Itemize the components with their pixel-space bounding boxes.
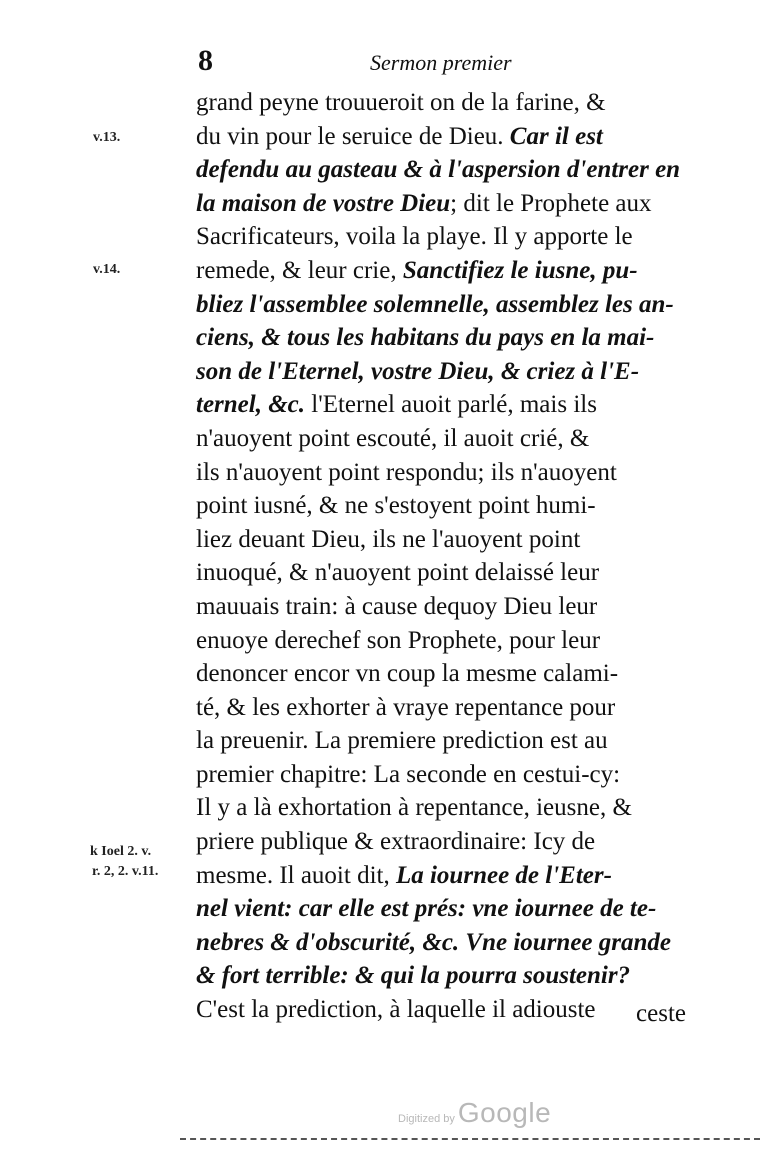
italic-text-segment: nebres & d'obscurité, &c. Vne iournee grande [196,928,672,956]
text-segment: priere publique & extraordinaire: Icy de [196,828,596,856]
text-segment: Sacrificateurs, voila la playe. Il y apporte le [196,223,633,251]
watermark-by-text: Digitized by [398,1113,455,1125]
text-line [196,590,692,624]
text-segment: point iusné, & ne s'estoyent point humi- [196,492,596,520]
text-segment: denoncer encor vn coup la mesme calami- [196,660,619,688]
text-segment: premier chapitre: La seconde en cestui-cy: [196,760,621,788]
text-segment: grand peyne trouueroit on de la farine, & [196,89,606,116]
google-logo: Google [457,1097,552,1128]
italic-text-segment: nel vient: car elle est prés: vne iournee de te- [196,895,657,923]
italic-text-segment: bliez l'assemblee solemnelle, assemblez les an- [196,290,674,318]
italic-text-segment: defendu au gasteau & à l'aspersion d'entrer en [196,156,681,184]
text-segment: ils n'auoyent point respondu; ils n'auoyent [196,458,617,486]
text-segment: enuoye derechef son Prophete, pour leur [196,626,601,654]
text-line [196,86,692,120]
text-line [196,859,692,893]
text-line [196,724,692,758]
text-segment: n'auoyent point escouté, il auoit crié, & [196,424,590,452]
running-head: Sermon premier [370,50,512,75]
text-line [196,422,692,456]
italic-text-segment: Car il est [509,122,603,150]
text-line [196,220,692,254]
text-line [196,321,692,355]
margin-note-verse-13: v.13. [93,130,121,145]
text-line [196,288,692,322]
text-line [196,624,692,658]
catchword: ceste [636,1000,686,1027]
text-segment: du vin pour le seruice de Dieu. [196,122,510,150]
text-segment: té, & les exhorter à vraye repentance pour [196,693,616,721]
margin-note-joel-ref: k Ioel 2. v. [90,844,152,859]
text-line [196,959,692,993]
page-number: 8 [198,44,213,77]
text-line [196,926,692,960]
text-line [196,892,692,926]
text-line [196,153,692,187]
text-line [196,489,692,523]
text-segment: ; dit le Prophete aux [450,189,652,217]
text-line [196,355,692,389]
text-line [196,388,692,422]
text-line [196,556,692,590]
text-line [196,120,692,154]
text-segment: la preuenir. La premiere prediction est au [196,727,608,755]
text-line [196,456,692,490]
text-line [196,758,692,792]
margin-note-joel-ref-2: r. 2, 2. v.11. [92,864,159,879]
body-text [196,86,692,1027]
italic-text-segment: La iournee de l'Eter- [395,861,612,889]
text-segment: inuoqué, & n'auoyent point delaissé leur [196,559,600,587]
text-segment: C'est la prediction, à laquelle il adiouste [196,996,596,1024]
text-line [196,254,692,288]
text-segment: remede, & leur crie, [196,256,403,284]
italic-text-segment: son de l'Eternel, vostre Dieu, & criez à l'E- [196,357,640,385]
italic-text-segment: ternel, &c. [196,391,306,419]
text-segment: l'Eternel auoit parlé, mais ils [305,391,597,419]
italic-text-segment: ciens, & tous les habitans du pays en la mai- [196,324,655,352]
italic-text-segment: Sanctifiez le iusne, pu- [402,256,638,284]
text-segment: Il y a là exhortation à repentance, ieusne, & [196,794,632,822]
digitized-by-watermark [398,1097,551,1129]
text-segment: mesme. Il auoit dit, [196,861,396,889]
text-line [196,523,692,557]
text-line [196,657,692,691]
margin-note-verse-14: v.14. [93,262,121,277]
text-segment: liez deuant Dieu, ils ne l'auoyent point [196,525,581,553]
scan-edge-rule [180,1138,760,1140]
text-line [196,825,692,859]
text-line [196,791,692,825]
text-line [196,691,692,725]
text-segment: mauuais train: à cause dequoy Dieu leur [196,592,598,620]
italic-text-segment: & fort terrible: & qui la pourra soustenir? [196,962,631,990]
text-line [196,187,692,221]
page-header [198,44,638,84]
italic-text-segment: la maison de vostre Dieu [196,189,451,217]
